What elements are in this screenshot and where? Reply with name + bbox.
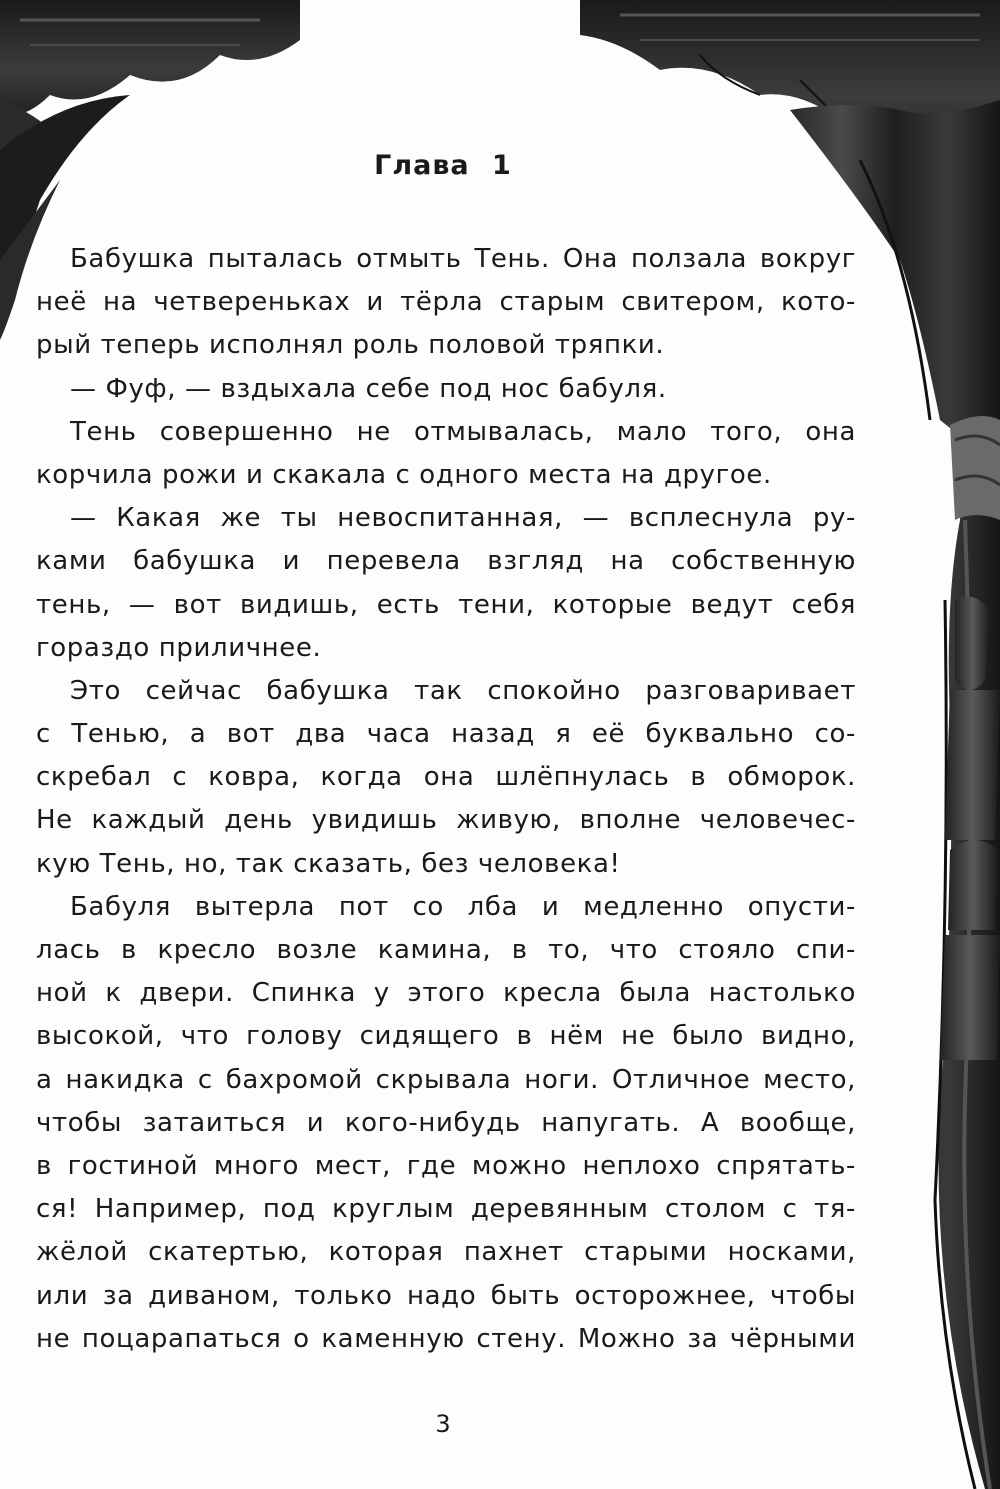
page-number: 3: [435, 1410, 451, 1438]
text-line: неё на четвереньках и тёрла старым свитером, кото-: [36, 287, 856, 318]
text-line: а накидка с бахромой скрывала ноги. Отличное место,: [36, 1064, 856, 1095]
text-line: ками бабушка и перевела взгляд на собственную: [36, 546, 856, 577]
text-line: жёлой скатертью, которая пахнет старыми носками,: [36, 1237, 856, 1268]
text-line: Бабуля вытерла пот со лба и медленно опусти-: [70, 891, 856, 922]
text-line: скребал с ковра, когда она шлёпнулась в обморок.: [36, 762, 856, 793]
text-line: лась в кресло возле камина, в то, что стояло спи-: [36, 935, 856, 965]
text-line: Тень совершенно не отмывалась, мало того, она: [70, 416, 856, 447]
text-line: — Какая же ты невоспитанная, — всплеснула ру-: [70, 503, 856, 534]
text-line: Это сейчас бабушка так спокойно разговаривает: [70, 675, 856, 706]
text-line: гораздо приличнее.: [36, 632, 322, 663]
text-line: тень, — вот видишь, есть тени, которые ведут себя: [36, 589, 856, 620]
text-line: кую Тень, но, так сказать, без человека!: [36, 848, 621, 879]
text-line: ной к двери. Спинка у этого кресла была настолько: [36, 978, 856, 1009]
text-line: корчила рожи и скакала с одного места на другое.: [36, 459, 772, 490]
text-line: не поцарапаться о каменную стену. Можно за чёрными: [36, 1323, 856, 1354]
text-line: Не каждый день увидишь живую, вполне человечес-: [36, 805, 856, 836]
text-line: или за диваном, только надо быть осторожнее, чтобы: [36, 1280, 856, 1311]
text-line: высокой, что голову сидящего в нём не было видно,: [36, 1021, 856, 1052]
text-line: — Фуф, — вздыхала себе под нос бабуля.: [70, 373, 667, 404]
text-line: с Тенью, а вот два часа назад я её буквально со-: [36, 719, 856, 750]
chapter-text: [36, 238, 856, 1361]
text-line: ся! Например, под круглым деревянным столом с тя-: [36, 1194, 856, 1225]
text-line: Бабушка пыталась отмыть Тень. Она ползала вокруг: [70, 244, 856, 274]
text-line: рый теперь исполнял роль половой тряпки.: [36, 330, 665, 361]
text-line: чтобы затаиться и кого-нибудь напугать. А вообще,: [36, 1107, 856, 1138]
text-line: в гостиной много мест, где можно неплохо спрятать-: [36, 1150, 856, 1181]
chapter-title: Глава 1: [374, 150, 512, 181]
